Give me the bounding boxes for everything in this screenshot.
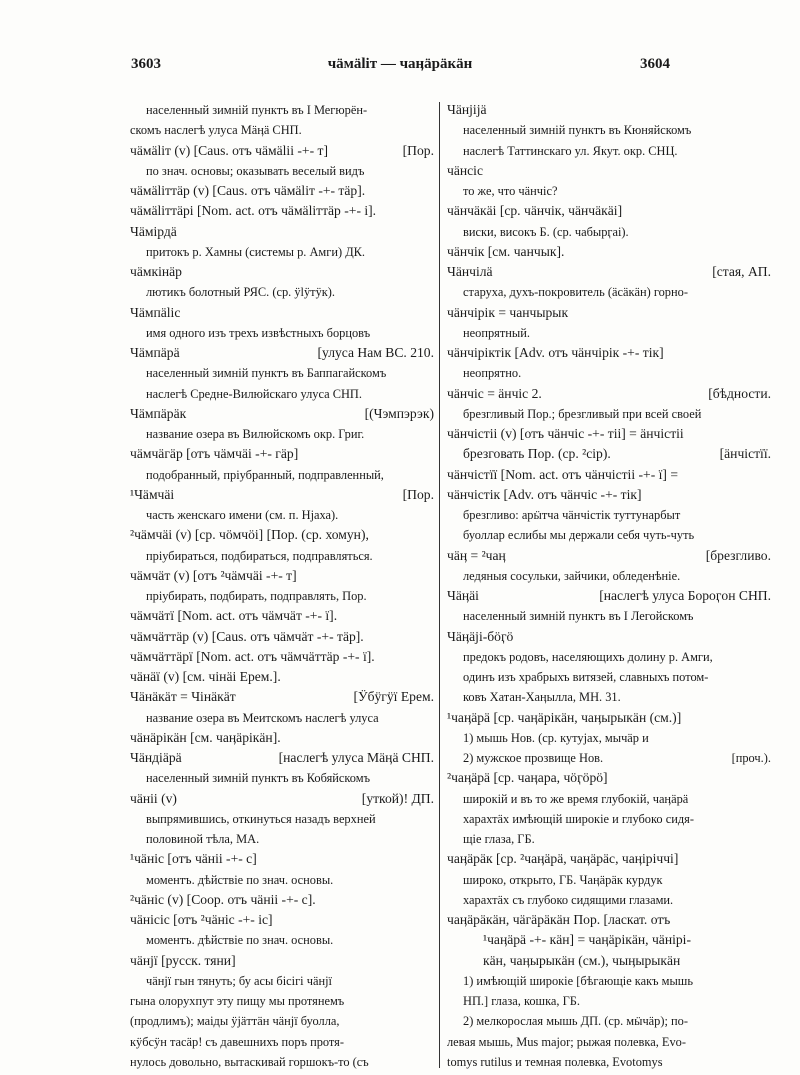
entry-line bbox=[130, 748, 434, 768]
entry-line: старуха, духъ-покровитель (ӓсӓкӓн) горно- bbox=[463, 285, 688, 300]
entry-line: Чӓмпӓlіс bbox=[130, 304, 181, 320]
entry-line: чӓнсіс bbox=[447, 162, 483, 178]
entry-continuation: [проч.). bbox=[731, 751, 771, 765]
entry-line: половиной тѣла, МА. bbox=[146, 832, 260, 846]
entry-line: чӓмкінӓр bbox=[130, 264, 182, 279]
entry-line: брезгливый Пор.; брезгливый при всей своей bbox=[463, 406, 702, 421]
entry-text: Чӓӊӓі bbox=[447, 588, 479, 603]
entry-line bbox=[447, 546, 771, 566]
entry-line: чӓнӓрікӓн [см. чаӊӓрікӓн]. bbox=[130, 729, 281, 745]
entry-line: чӓмчӓттӓрї [Nom. act. отъ чӓмчӓттӓр -+- ї]. bbox=[130, 648, 375, 664]
entry-line: Чӓнјіјӓ bbox=[447, 102, 487, 117]
entry-line: скомъ наслегѣ улуса Мӓӊӓ СНП. bbox=[130, 123, 302, 138]
entry-line: название озера въ Меитскомъ наслегѣ улуса bbox=[146, 710, 379, 725]
entry-line: чӓнчістїї [Nom. act. отъ чӓнчістіі -+- ї] = bbox=[447, 466, 678, 482]
entry-line: (продлимъ); маіды ӱјӓттӓн чӓнјї буолла, bbox=[130, 1014, 340, 1029]
entry-line: неопрятный. bbox=[463, 325, 530, 340]
entry-line: ²чӓмчӓі (v) [ср. чӧмчӧі] [Пор. (ср. хомун), bbox=[130, 527, 369, 543]
entry-line: ¹чаӊӓрӓ [ср. чаӊӓрікӓн, чаӊырыкӓн (см.)] bbox=[447, 709, 682, 725]
entry-line: чӓнчістіі (v) [отъ чӓнчіс -+- тіі] = ӓнчістіі bbox=[447, 426, 684, 441]
entry-continuation: [Пор. bbox=[402, 486, 434, 502]
entry-text: Чӓнчілӓ bbox=[447, 264, 493, 279]
entry-line bbox=[130, 789, 434, 809]
entry-text: чӓнчіс = ӓнчіс 2. bbox=[447, 385, 542, 401]
entry-line: чӓнјї [русск. тяни] bbox=[130, 952, 236, 968]
entry-line: неопрятно. bbox=[463, 366, 522, 381]
entry-line bbox=[130, 687, 434, 707]
entry-line: населенный зимній пунктъ въ I Легойскомъ bbox=[463, 609, 694, 624]
entry-line: левая мышь, Mus major; рыжая полевка, Evo- bbox=[447, 1034, 686, 1049]
entry-line: ¹чӓніс [отъ чӓніі -+- с] bbox=[130, 851, 257, 867]
entry-line: чаӊӓрӓк [ср. ²чаӊӓрӓ, чаӊӓрӓс, чаӊіріччі] bbox=[447, 851, 679, 867]
entry-line: ²чӓніс (v) [Coop. отъ чӓніі -+- с]. bbox=[130, 891, 316, 907]
entry-text: Чӓндіӓрӓ bbox=[130, 750, 182, 765]
entry-line bbox=[130, 485, 434, 505]
entry-line: кӱбсӱн тасӓр! съ давешнихъ поръ протя- bbox=[130, 1034, 345, 1049]
entry-line: чӓнчістік [Adv. отъ чӓнчіс -+- тік] bbox=[447, 486, 642, 502]
entry-line: гына олорухпут эту пищу мы протянемъ bbox=[130, 994, 345, 1008]
entry-line: часть женскаго имени (см. п. Нjаха). bbox=[146, 508, 339, 522]
entry-line: 1) имѣющій широкіе [бѣгающіе какъ мышь bbox=[463, 973, 694, 988]
entry-line: tomys rutilus и темная полевка, Evotomys bbox=[447, 1054, 663, 1069]
entry-line: населенный зимній пунктъ въ Баппагайскомъ bbox=[146, 366, 387, 381]
entry-line: широкій и въ то же время глубокій, чаӊӓрӓ bbox=[463, 791, 689, 806]
entry-line bbox=[447, 444, 771, 464]
entry-line: щіе глаза, ГБ. bbox=[463, 832, 535, 846]
running-title: чӓмӓlіт — чаӊӓрӓкӓн bbox=[327, 56, 473, 72]
entry-line: то же, что чӓнчіс? bbox=[463, 184, 558, 198]
entry-line: населенный зимній пунктъ въ I Мегюрён- bbox=[146, 103, 368, 117]
entry-continuation: [улуса Нам ВС. 210. bbox=[317, 345, 434, 360]
entry-line: населенный зимній пунктъ въ Кюняйскомъ bbox=[463, 123, 692, 138]
entry-continuation: [уткой)! ДП. bbox=[361, 790, 434, 806]
entry-line: ковъ Хатан-Хаӊылла, МН. 31. bbox=[463, 690, 621, 705]
entry-line: притокъ р. Хамны (системы р. Амги) ДК. bbox=[146, 244, 366, 259]
entry-line: чӓнчік [см. чанчык]. bbox=[447, 243, 565, 259]
entry-line: лютикъ болотный РЯС. (ср. ӱlӱтӱк). bbox=[146, 285, 336, 300]
entry-line: по знач. основы; оказывать веселый видъ bbox=[146, 163, 365, 178]
entry-line: чаӊӓрӓкӓн, чӓгӓрӓкӓн Пор. [ласкат. отъ bbox=[447, 912, 671, 927]
entry-line: Чӓӊӓјі-бӧӷӧ bbox=[447, 628, 514, 644]
entry-line: населенный зимній пунктъ въ Кобяйскомъ bbox=[146, 771, 370, 786]
entry-line: харахтӓх имѣющій широкіе и глубоко сидя- bbox=[463, 811, 694, 826]
entry-line bbox=[130, 404, 434, 424]
entry-line: название озера въ Вилюйскомъ окр. Григ. bbox=[146, 427, 365, 441]
entry-line: чӓнчӓкӓі [ср. чӓнчік, чӓнчӓкӓі] bbox=[447, 203, 623, 219]
entry-line: чӓмчӓгӓр [отъ чӓмчӓі -+- гӓр] bbox=[130, 446, 299, 462]
entry-line bbox=[447, 586, 771, 606]
entry-line bbox=[447, 384, 771, 404]
entry-line: ледяныя сосульки, зайчики, обледенѣніе. bbox=[463, 568, 681, 583]
entry-continuation: [наслегѣ улуса Мӓӊӓ СНП. bbox=[278, 750, 434, 765]
entry-line: моментъ. дѣйствіе по знач. основы. bbox=[146, 933, 334, 948]
entry-line: ¹чаӊӓрӓ -+- кӓн] = чаӊӓрікӓн, чӓнірі- bbox=[483, 932, 691, 948]
page-header bbox=[0, 56, 800, 80]
column-divider bbox=[439, 102, 440, 1068]
entry-line: прiубирать, подбирать, подправлять, Пор. bbox=[146, 589, 367, 603]
entry-line: чӓмчӓт (v) [отъ ²чӓмчӓі -+- т] bbox=[130, 567, 297, 583]
page-number-left: 3603 bbox=[131, 56, 161, 72]
entry-continuation: [бѣдности. bbox=[708, 385, 771, 401]
entry-line: нулось довольно, вытаскивай горшокъ-то (съ bbox=[130, 1054, 369, 1069]
entry-line: чӓнјї гын тянуть; бу асы бісігі чӓнјї bbox=[146, 973, 332, 988]
left-column bbox=[130, 100, 434, 1072]
entry-line: широко, открыто, ГБ. Чаӊӓрӓк курдук bbox=[463, 872, 663, 887]
entry-line: наслегѣ Таттинскаго ул. Якут. окр. СНЦ. bbox=[463, 143, 678, 158]
entry-line: чӓнісіс [отъ ²чӓніс -+- іс] bbox=[130, 912, 273, 927]
entry-line: ²чаӊӓрӓ [ср. чаӊара, чӧӷӧрӧ] bbox=[447, 770, 608, 786]
entry-text: чӓмӓlіт (v) [Caus. отъ чӓмӓlіі -+- т] bbox=[130, 142, 328, 158]
entry-text: 2) мужское прозвище Нов. bbox=[463, 751, 604, 765]
entry-line: буоллар еслибы мы держали себя чуть-чуть bbox=[463, 528, 695, 543]
entry-continuation: [брезгливо. bbox=[705, 547, 771, 563]
entry-line: чӓнчіріктік [Adv. отъ чӓнчірік -+- тік] bbox=[447, 345, 664, 360]
entry-text: ¹Чӓмчӓі bbox=[130, 486, 175, 502]
entry-line: брезгливо: арӹтча чӓнчістік туттунарбыт bbox=[463, 508, 681, 522]
entry-line: чӓнчірік = чанчырык bbox=[447, 304, 569, 320]
entry-line: предокъ родовъ, населяющихъ долину р. Амги, bbox=[463, 649, 713, 664]
entry-line: харахтӓх съ глубоко сидящими глазами. bbox=[463, 892, 674, 907]
entry-line bbox=[447, 262, 771, 282]
entry-text: Чӓмпӓрӓк bbox=[130, 405, 187, 421]
entry-line: подобранный, прiубранный, подправленный, bbox=[146, 467, 384, 482]
entry-line: 1) мышь Нов. (ср. кутујах, мычӓр и bbox=[463, 730, 649, 745]
entry-line: НП.] глаза, кошка, ГБ. bbox=[463, 994, 580, 1008]
entry-line: одинъ изъ храбрыхъ витязей, славныхъ потом- bbox=[463, 670, 709, 684]
entry-continuation: [Пор. bbox=[402, 142, 434, 158]
entry-text: чӓніі (v) bbox=[130, 790, 177, 806]
entry-line bbox=[130, 141, 434, 161]
entry-line: имя одного изъ трехъ извѣстныхъ борцовъ bbox=[146, 325, 371, 340]
entry-line: виски, високъ Б. (ср. чабырӷаі). bbox=[463, 224, 629, 239]
entry-text: чӓӊ = ²чаӊ bbox=[447, 547, 506, 563]
entry-continuation: [стая, АП. bbox=[712, 264, 771, 279]
entry-line: кӓн, чаӊырыкӓн (см.), чыӊырыкӓн bbox=[483, 952, 681, 968]
entry-line: моментъ. дѣйствіе по знач. основы. bbox=[146, 872, 334, 887]
entry-line bbox=[130, 343, 434, 363]
entry-line: чӓнӓї (v) [см. чінӓі Ерем.]. bbox=[130, 669, 281, 684]
entry-continuation: [наслегѣ улуса Бороӷон СНП. bbox=[599, 588, 771, 603]
entry-continuation: [Ӱбӱгӱї Ерем. bbox=[353, 689, 434, 705]
entry-line: выпрямившись, откинуться назадъ верхней bbox=[146, 811, 376, 826]
entry-text: Чӓмпӓрӓ bbox=[130, 345, 180, 360]
entry-line: чӓмӓlіттӓрі [Nom. act. отъ чӓмӓlіттӓр -+- і]. bbox=[130, 203, 377, 219]
entry-line: чӓмӓlіттӓр (v) [Caus. отъ чӓмӓlіт -+- тӓр]. bbox=[130, 183, 366, 198]
entry-line: наслегѣ Средне-Вилюйскаго улуса СНП. bbox=[146, 386, 362, 401]
page-number-right: 3604 bbox=[640, 56, 670, 72]
entry-line: чӓмчӓтї [Nom. act. отъ чӓмчӓт -+- ї]. bbox=[130, 608, 338, 624]
entry-line: Чӓмірдӓ bbox=[130, 223, 177, 239]
entry-line bbox=[447, 748, 771, 768]
entry-continuation: [ӓнчістїї. bbox=[719, 446, 771, 462]
entry-text: брезговать Пор. (ср. ²сір). bbox=[463, 446, 611, 462]
entry-text: Чӓнӓкӓт = Чінӓкӓт bbox=[130, 689, 236, 705]
entry-line: чӓмчӓттӓр (v) [Caus. отъ чӓмчӓт -+- тӓр]. bbox=[130, 628, 364, 644]
entry-line: прiубираться, подбираться, подправляться. bbox=[146, 548, 373, 563]
right-column bbox=[447, 100, 771, 1072]
entry-continuation: [(Чэмпэрэк) bbox=[364, 405, 434, 421]
entry-line: 2) мелкорослая мышь ДП. (ср. мӹчӓр); по- bbox=[463, 1014, 688, 1029]
